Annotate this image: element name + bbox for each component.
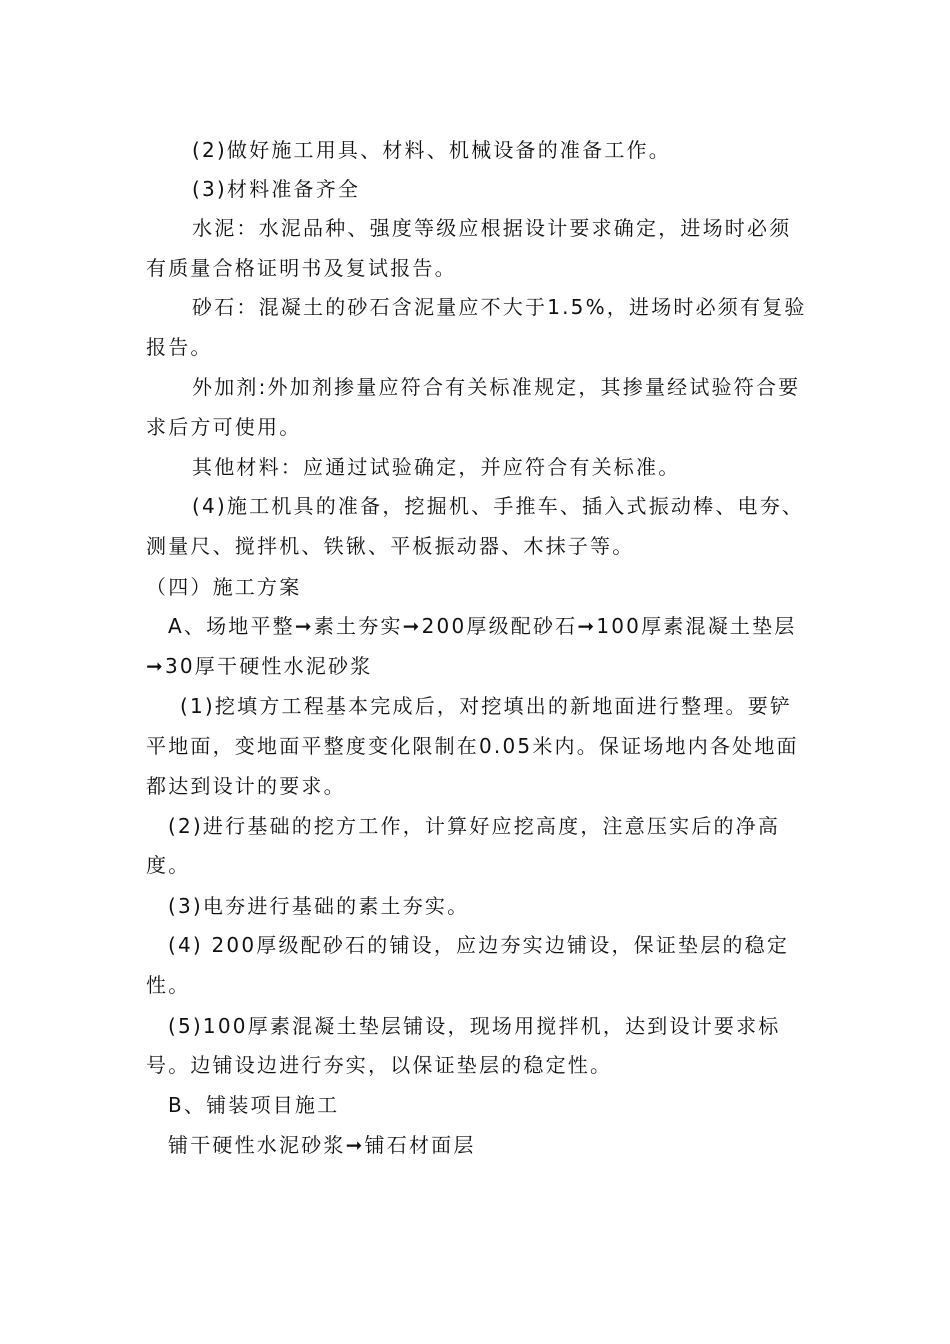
text-line: (3)材料准备齐全 bbox=[192, 177, 361, 201]
section-heading: B、铺装项目施工 bbox=[168, 1093, 340, 1117]
text-line: 测量尺、搅拌机、铁锹、平板振动器、木抹子等。 bbox=[146, 534, 635, 558]
text-line: 报告。 bbox=[146, 335, 213, 359]
text-line: (5)100厚素混凝土垫层铺设，现场用搅拌机，达到设计要求标 bbox=[168, 1014, 781, 1038]
text-line: 有质量合格证明书及复试报告。 bbox=[146, 256, 457, 280]
text-line: 平地面，变地面平整度变化限制在0.05米内。保证场地内各处地面 bbox=[146, 734, 799, 758]
text-line: A、场地平整➞素土夯实➞200厚级配砂石➞100厚素混凝土垫层 bbox=[168, 614, 797, 638]
section-heading: （四）施工方案 bbox=[146, 575, 302, 599]
text-line: 其他材料：应通过试验确定，并应符合有关标准。 bbox=[192, 455, 681, 479]
text-line: 水泥：水泥品种、强度等级应根据设计要求确定，进场时必须 bbox=[192, 216, 792, 240]
text-line: 性。 bbox=[146, 973, 191, 997]
text-line: (3)电夯进行基础的素土夯实。 bbox=[168, 894, 470, 918]
text-line: 求后方可使用。 bbox=[146, 415, 302, 439]
text-line: 都达到设计的要求。 bbox=[146, 774, 346, 798]
text-line: (2)进行基础的挖方工作，计算好应挖高度，注意压实后的净高 bbox=[168, 814, 781, 838]
text-line: 铺干硬性水泥砂浆➞铺石材面层 bbox=[168, 1133, 476, 1157]
text-line: 号。边铺设边进行夯实，以保证垫层的稳定性。 bbox=[146, 1053, 613, 1077]
text-line: (2)做好施工用具、材料、机械设备的准备工作。 bbox=[192, 138, 671, 162]
text-line: 砂石：混凝土的砂石含泥量应不大于1.5%，进场时必须有复验 bbox=[192, 295, 807, 319]
text-line: 度。 bbox=[146, 853, 191, 877]
text-line: 外加剂:外加剂掺量应符合有关标准规定，其掺量经试验符合要 bbox=[192, 375, 801, 399]
text-line: (4)施工机具的准备，挖掘机、手推车、插入式振动棒、电夯、 bbox=[192, 494, 805, 518]
text-line: (1)挖填方工程基本完成后，对挖填出的新地面进行整理。要铲 bbox=[180, 694, 793, 718]
text-line: ➞30厚干硬性水泥砂浆 bbox=[146, 654, 373, 678]
text-line: (4) 200厚级配砂石的铺设，应边夯实边铺设，保证垫层的稳定 bbox=[168, 933, 790, 957]
